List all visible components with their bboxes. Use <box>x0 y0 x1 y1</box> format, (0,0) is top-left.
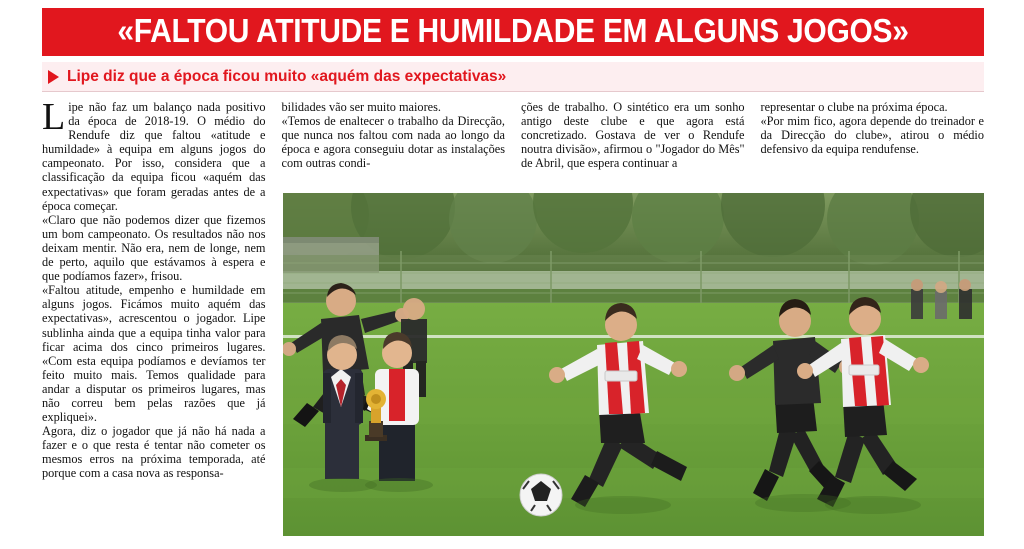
paragraph: «Temos de enaltecer o trabalho da Direcção, que nunca nos faltou com nada ao longo da época e agora conseguiu dotar as instalações com outras condi- <box>281 114 505 171</box>
subheadline-band <box>42 62 984 92</box>
photo-illustration <box>283 193 984 536</box>
paragraph: bilidades vão ser muito maiores. <box>281 100 441 114</box>
arrow-right-icon <box>48 70 59 84</box>
paragraph: «Faltou atitude, empenho e humildade em alguns jogos. Ficámos muito aquém das expectativas», acrescentou o jogador. Lipe sublinha ainda que a equipa tinha valor para ficar acima dos cinco primeiros lugares. «Com esta equipa podíamos e devíamos ter feito muito mais. Temos qualidade para andar a disputar os primeiros lugares, mas não correu bem pelas razões que já expliquei». <box>42 283 266 425</box>
paragraph: Lipe não faz um balanço nada positivo da época de 2018-19. O médio do Rendufe diz que faltou «atitude e humildade» à equipa em alguns jogos do campeonato. Por isso, considera que a classificação da equipa ficou «aquém das expectativas» que foram geradas antes de a época começar. <box>42 96 266 213</box>
football <box>520 474 562 516</box>
subheadline-text: Lipe diz que a época ficou muito «aquém das expectativas» <box>67 67 507 85</box>
article-photo <box>283 193 984 536</box>
paragraph: ções de trabalho. O sintético era um sonho antigo deste clube e que agora está concretizado. Gostava de ver o Rendufe noutra divisão», afirmou o "Jogador do Mês" de Abril, que espera continuar a <box>521 100 745 171</box>
page-title: «FALTOU ATITUDE E HUMILDADE EM ALGUNS JOGOS» <box>117 12 909 50</box>
headline-banner <box>42 8 984 56</box>
paragraph: representar o clube na próxima época. <box>760 100 948 114</box>
paragraph: «Por mim fico, agora depende do treinador e da Direcção do clube», atirou o médio defensivo da equipa rendufense. <box>760 114 984 157</box>
paragraph: «Claro que não podemos dizer que fizemos um bom campeonato. Os resultados não nos deixam mentir. Não era, nem de longe, nem de perto, aquilo que estávamos à espera e que podíamos fazer», frisou. <box>42 212 266 284</box>
article-column-1 <box>42 96 266 481</box>
paragraph: Agora, diz o jogador que já não há nada a fazer e o que resta é tentar não cometer os mesmos erros na próxima temporada, até porque com a casa nova as responsa- <box>42 424 266 481</box>
